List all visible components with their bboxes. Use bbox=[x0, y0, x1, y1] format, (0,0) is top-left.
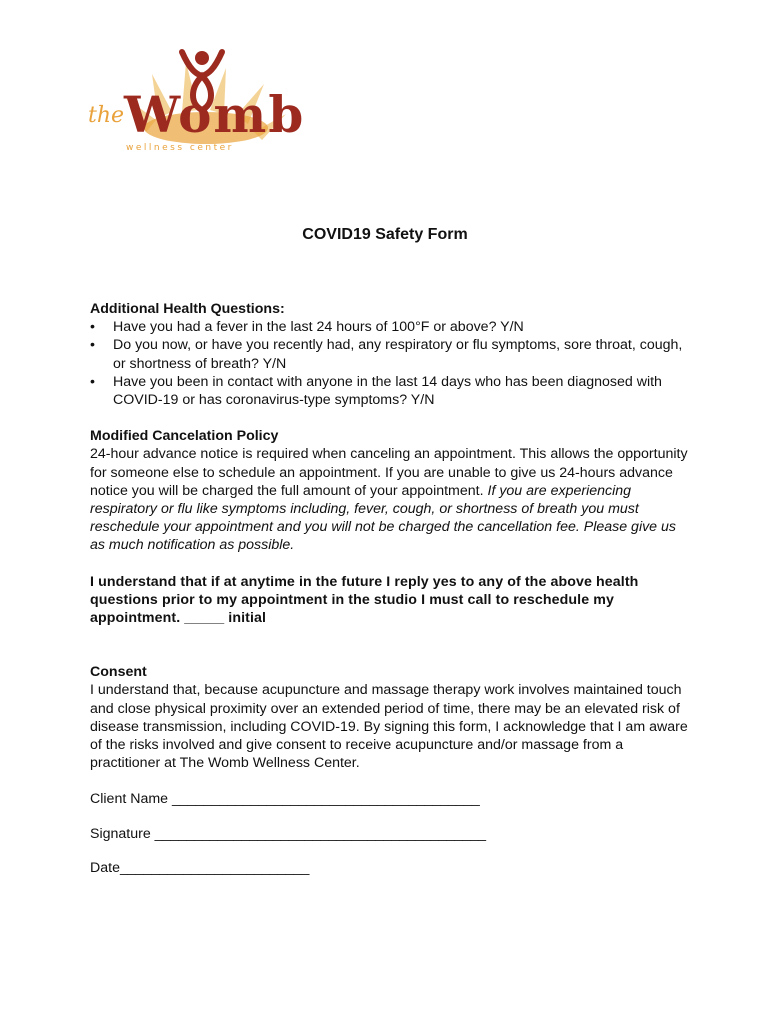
health-question-text: Have you had a fever in the last 24 hours of 100°F or above? Y/N bbox=[113, 319, 524, 336]
signature-field[interactable]: Signature __________________________________________ bbox=[90, 825, 487, 842]
consent-text: I understand that, because acupuncture and massage therapy work involves maintained touch and close physical proximity over an extended period of time, there may be an elevated risk of disease transmission, including COVID-19. By signing this form, I acknowledge that I am aware of the risks involved and give consent to receive acupuncture and/or massage from a practitioner at The Womb Wellness Center. bbox=[90, 682, 688, 772]
cancelation-policy-heading: Modified Cancelation Policy bbox=[90, 428, 279, 445]
logo-tagline: wellness center bbox=[126, 143, 234, 153]
health-questions-heading: Additional Health Questions: bbox=[90, 301, 285, 317]
consent-section bbox=[90, 663, 690, 772]
health-question-item bbox=[90, 373, 690, 409]
health-question-text: Do you now, or have you recently had, any respiratory or flu symptoms, sore throat, cough, or shortness of breath? Y/N bbox=[113, 337, 683, 372]
logo-word-womb: Womb bbox=[124, 85, 306, 144]
health-question-item bbox=[90, 318, 690, 336]
logo-word-the: the bbox=[88, 103, 125, 128]
bullet-icon: • bbox=[90, 337, 95, 354]
cancelation-policy-section bbox=[90, 427, 690, 554]
health-question-item bbox=[90, 336, 690, 372]
cancelation-policy-text bbox=[90, 445, 690, 554]
bullet-icon: • bbox=[90, 319, 95, 336]
bullet-icon: • bbox=[90, 373, 95, 390]
policy-italic-text: If you are experiencing respiratory or flu like symptoms including, fever, cough, or shortness of breath you must reschedule your appointment and you will not be charged the cancellation fee. Please give us as much notification as possible. bbox=[90, 482, 677, 554]
health-questions-list bbox=[90, 318, 690, 409]
date-field[interactable]: Date________________________ bbox=[90, 859, 310, 876]
consent-heading: Consent bbox=[90, 664, 147, 681]
form-content bbox=[90, 300, 690, 877]
acknowledgement-statement: I understand that if at anytime in the future I reply yes to any of the above health questions prior to my appointment in the studio I must call to reschedule my appointment. _____ initial bbox=[90, 573, 639, 627]
policy-normal-text: 24-hour advance notice is required when canceling an appointment. This allows the opportunity for someone else to schedule an appointment. If you are unable to give us 24-hours advance notice you will be charged the full amount of your appointment. bbox=[90, 446, 688, 499]
womb-logo-graphic bbox=[86, 40, 306, 160]
client-name-field[interactable]: Client Name _______________________________________ bbox=[90, 791, 480, 808]
health-question-text: Have you been in contact with anyone in the last 14 days who has been diagnosed with COVID-19 or has coronavirus-type symptoms? Y/N bbox=[113, 373, 662, 409]
form-title: COVID19 Safety Form bbox=[302, 226, 468, 243]
womb-logo bbox=[86, 40, 306, 160]
